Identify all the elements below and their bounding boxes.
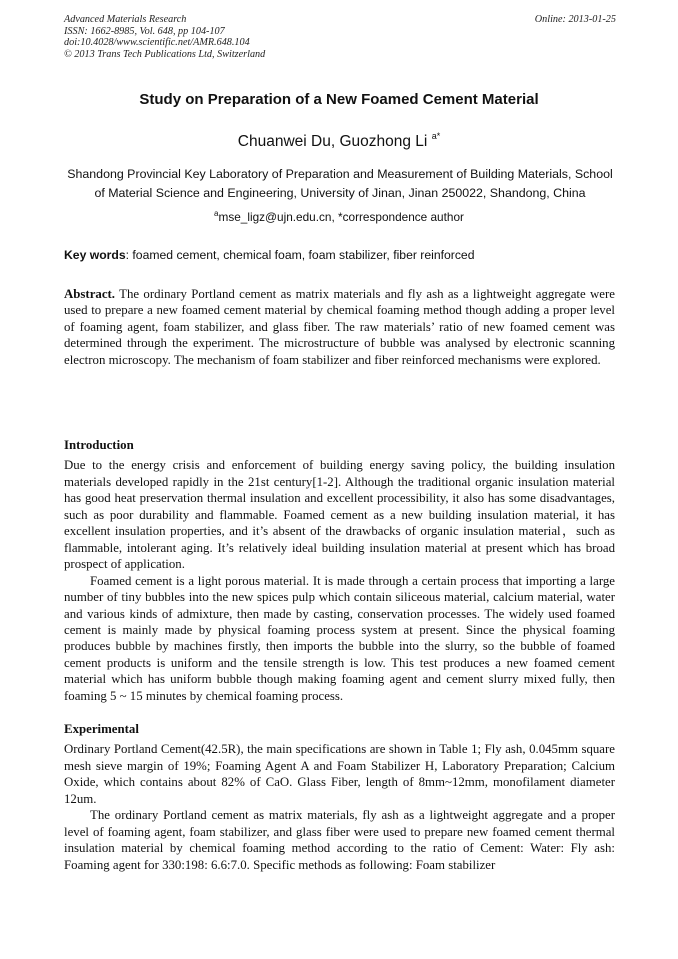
- email-line: [0, 209, 678, 224]
- affiliation: Shandong Provincial Key Laboratory of Preparation and Measurement of Building Materials, School of Material Science and Engineering, University of Jinan, Jinan 250022, Shandong, China: [67, 167, 613, 200]
- author-names: Chuanwei Du, Guozhong Li: [237, 133, 428, 150]
- keywords-text: : foamed cement, chemical foam, foam stabilizer, fiber reinforced: [125, 248, 475, 262]
- experimental-section: [64, 721, 615, 873]
- author-superscript: a*: [431, 131, 441, 141]
- journal-name: Advanced Materials Research: [64, 14, 187, 25]
- abstract-text: The ordinary Portland cement as matrix materials and fly ash as a lightweight aggregate were used to prepare a new foamed cement material by chemical foaming method though adding a proper level of foaming agent, foam stabilizer, and glass fiber. The raw materials’ ratio of new foamed cement was determined through the experiment. The microstructure of bubble was analysed by electronic scanning electron microscopy. The mechanism of foam stabilizer and fiber reinforced mechanisms were explored.: [64, 287, 615, 367]
- keywords: [64, 248, 624, 262]
- author-line: [0, 131, 678, 151]
- experimental-paragraph-1: Ordinary Portland Cement(42.5R), the main specifications are shown in Table 1; Fly ash, 0.045mm square mesh sieve margin of 19%; Foaming Agent A and Foam Stabilizer H, Laboratory Preparation; Calcium Oxide, which contains about 82% of CaO. Glass Fiber, length of 8mm~12mm, monofilament diameter 12um.: [64, 742, 615, 806]
- introduction-paragraph-1: Due to the energy crisis and enforcement of building energy saving policy, the building insulation materials developed rapidly in the 21st century[1-2]. Although the traditional organic insulation material has good heat preservation thermal insulation and excellent processibility, it also has some disadvantages, such as poor durability and flammable. Foamed cement as a new building insulation material, it has excellent insulation properties, and it’s absent of the drawbacks of organic insulation material，such as flammable, intolerant aging. It’s relatively ideal building insulation material at present which has broad prospect of application.: [64, 458, 615, 572]
- paper-title: Study on Preparation of a New Foamed Cement Material: [139, 91, 539, 108]
- abstract-section: [64, 286, 615, 368]
- email-text: mse_ligz@ujn.edu.cn, *correspondence author: [218, 210, 464, 224]
- abstract-label: Abstract.: [64, 287, 116, 301]
- experimental-heading: Experimental: [64, 722, 139, 736]
- introduction-paragraph-2: Foamed cement is a light porous material. It is made through a certain process that importing a large number of tiny bubbles into the new spices pulp which contain siliceous material, calcium material, water and various kinds of admixture, then made by casting, conservation processes. The widely used foamed cement is mainly made by physical foaming process system at present. Since the physical foaming produces bubble by machines firstly, then imports the bubble into the slurry, so the bubble of foamed cement products is uniform and the tensile strength is low. This test produces a new foamed cement material which has uniform bubble though making foaming agent and cement slurry mixed fully, then foaming 5 ~ 15 minutes by chemical foaming process.: [64, 573, 615, 703]
- introduction-heading: Introduction: [64, 438, 134, 452]
- online-date: Online: 2013-01-25: [534, 14, 616, 25]
- email-superscript: a: [214, 209, 219, 218]
- running-header: [64, 14, 616, 60]
- keywords-label: Key words: [64, 248, 126, 262]
- abstract-paragraph: [64, 286, 615, 368]
- copyright-line: © 2013 Trans Tech Publications Ltd, Switzerland: [64, 48, 266, 60]
- experimental-paragraph-2: The ordinary Portland cement as matrix materials, fly ash as a lightweight aggregate and a proper level of foaming agent, foam stabilizer, and glass fiber were used to prepare new foamed cement thermal insulation material by chemical foaming method according to the ratio of Cement: Water: Fly ash: Foaming agent for 330:198: 6.6:7.0. Specific methods as following: Foam stabilizer: [64, 808, 615, 872]
- issn-line: ISSN: 1662-8985, Vol. 648, pp 104-107: [64, 25, 225, 37]
- doi-line: doi:10.4028/www.scientific.net/AMR.648.104: [64, 37, 250, 49]
- introduction-section: [64, 437, 615, 704]
